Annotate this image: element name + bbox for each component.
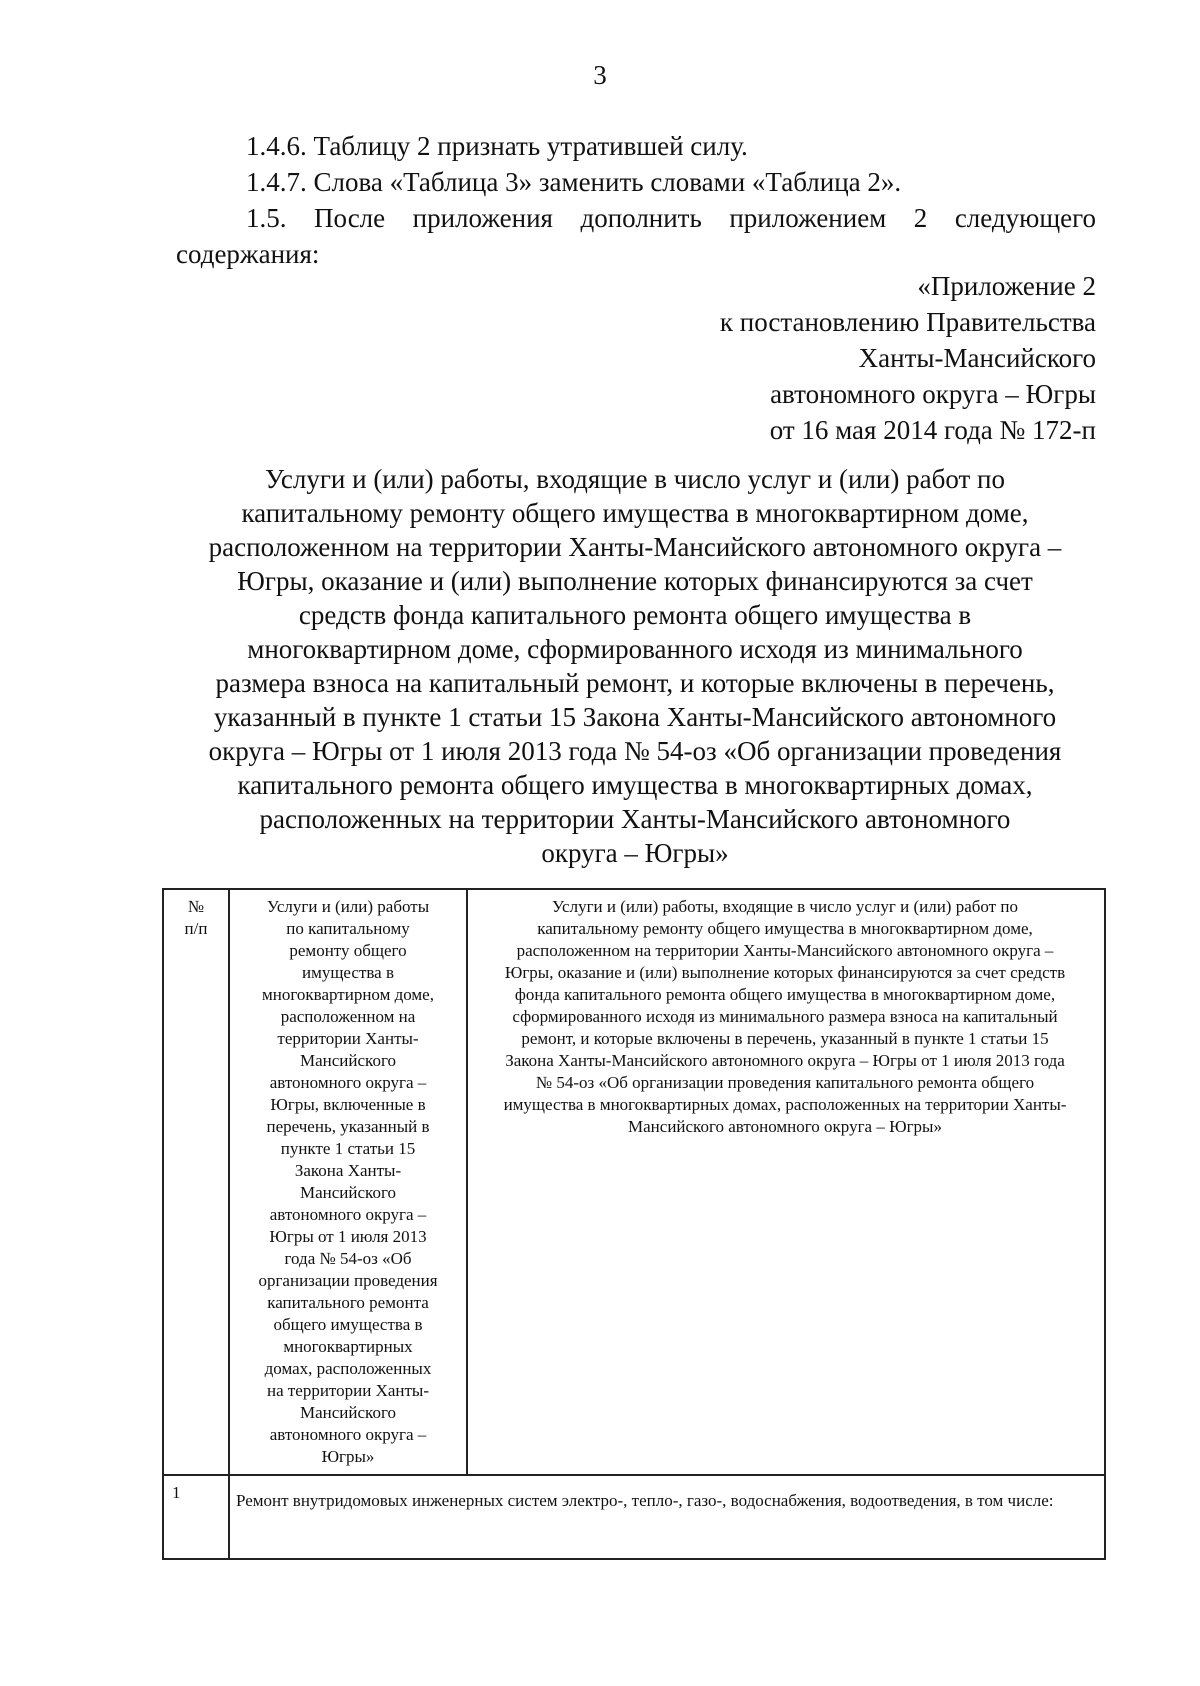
- header-services-line: Мансийского: [300, 1051, 396, 1070]
- title-line: округа – Югры от 1 июля 2013 года № 54-оз «Об организации проведения: [208, 736, 1062, 766]
- title-line: Югры, оказание и (или) выполнение которых финансируются за счет: [237, 566, 1033, 596]
- title-line: капитального ремонта общего имущества в многоквартирных домах,: [237, 770, 1033, 800]
- header-services-line: капитального ремонта: [267, 1293, 429, 1312]
- header-services-line: многоквартирном доме,: [262, 985, 434, 1004]
- header-services-line: Югры»: [321, 1447, 375, 1466]
- header-services-line: по капитальному: [286, 919, 410, 938]
- header-services-line: пункте 1 статьи 15: [280, 1139, 416, 1158]
- row-number-cell: 1: [163, 1475, 229, 1559]
- header-services-line: Мансийского: [300, 1403, 396, 1422]
- header-description-cell: [467, 889, 1105, 1475]
- paragraph-1-4-7: 1.4.7. Слова «Таблица 3» заменить словами «Таблица 2».: [246, 167, 902, 197]
- header-services-line: автономного округа –: [269, 1073, 427, 1092]
- appendix-line: автономного округа – Югры: [770, 379, 1096, 409]
- paragraph-1-5: 1.5. После приложения дополнить приложением 2 следующего содержания:: [176, 203, 1096, 269]
- appendix-line: от 16 мая 2014 года № 172-п: [769, 415, 1096, 445]
- header-number-pp: п/п: [184, 919, 208, 938]
- header-services-line: Услуги и (или) работы: [266, 897, 430, 916]
- header-services-line: перечень, указанный в: [266, 1117, 430, 1136]
- header-services-line: расположенном на: [280, 1007, 416, 1026]
- header-description-line: расположенном на территории Ханты-Мансийского автономного округа –: [516, 941, 1054, 960]
- title-line: округа – Югры»: [541, 838, 729, 868]
- header-services-line: домах, расположенных: [264, 1359, 432, 1378]
- header-services-line: Мансийского: [300, 1183, 396, 1202]
- header-description-line: № 54-оз «Об организации проведения капитального ремонта общего: [535, 1073, 1035, 1092]
- header-services-line: общего имущества в: [273, 1315, 423, 1334]
- header-services-cell: [229, 889, 467, 1475]
- title-line: расположенных на территории Ханты-Мансийского автономного: [259, 804, 1011, 834]
- appendix-line: «Приложение 2: [917, 271, 1096, 301]
- services-table: [162, 888, 1106, 1560]
- title-line: размера взноса на капитальный ремонт, и которые включены в перечень,: [215, 668, 1055, 698]
- header-description-line: Услуги и (или) работы, входящие в число услуг и (или) работ по: [552, 897, 1018, 916]
- table-row: [163, 1475, 1105, 1559]
- table-header-row: [163, 889, 1105, 1475]
- header-services-line: Югры от 1 июля 2013: [269, 1227, 427, 1246]
- header-services-line: многоквартирных: [283, 1337, 413, 1356]
- title-line: расположенном на территории Ханты-Мансийского автономного округа –: [208, 532, 1062, 562]
- header-services-line: на территории Ханты-: [266, 1381, 430, 1400]
- header-number-cell: [163, 889, 229, 1475]
- header-description-line: ремонт, и которые включены в перечень, указанный в пункте 1 статьи 15: [521, 1029, 1049, 1048]
- header-description-line: сформированного исходя из минимального размера взноса на капитальный: [512, 1007, 1058, 1026]
- page-number: 3: [593, 60, 607, 90]
- header-services-line: имущества в: [301, 963, 394, 982]
- header-description-line: Югры, оказание и (или) выполнение которых финансируются за счет средств: [504, 963, 1066, 982]
- title-line: Услуги и (или) работы, входящие в число услуг и (или) работ по: [265, 464, 1005, 494]
- header-description-line: Мансийского автономного округа – Югры»: [628, 1117, 942, 1136]
- row-description-cell: Ремонт внутридомовых инженерных систем электро-, тепло-, газо-, водоснабжения, водоотведения, в том числе:: [229, 1475, 1105, 1559]
- title-line: указанный в пункте 1 статьи 15 Закона Ханты-Мансийского автономного: [213, 702, 1057, 732]
- title-line: многоквартирном доме, сформированного исходя из минимального: [247, 634, 1023, 664]
- header-services-line: территории Ханты-: [277, 1029, 419, 1048]
- header-services-line: автономного округа –: [269, 1425, 427, 1444]
- header-description-line: капитальному ремонту общего имущества в многоквартирном доме,: [537, 919, 1033, 938]
- title-line: средств фонда капитального ремонта общего имущества в: [298, 600, 972, 630]
- header-services-line: ремонту общего: [289, 941, 407, 960]
- header-services-line: Закона Ханты-: [294, 1161, 402, 1180]
- header-services-line: года № 54-оз «Об: [284, 1249, 412, 1268]
- appendix-line: к постановлению Правительства: [719, 307, 1096, 337]
- appendix-note: [720, 268, 1096, 448]
- header-services-line: организации проведения: [258, 1271, 438, 1290]
- paragraph-1-4-6: 1.4.6. Таблицу 2 признать утратившей силу.: [246, 131, 748, 161]
- title-line: капитальному ремонту общего имущества в многоквартирном доме,: [241, 498, 1029, 528]
- header-services-line: автономного округа –: [269, 1205, 427, 1224]
- header-number-sign: №: [187, 897, 205, 916]
- document-title: [170, 462, 1100, 870]
- header-services-line: Югры, включенные в: [270, 1095, 426, 1114]
- appendix-line: Ханты-Мансийского: [858, 343, 1096, 373]
- header-description-line: Закона Ханты-Мансийского автономного округа – Югры от 1 июля 2013 года: [505, 1051, 1065, 1070]
- header-description-line: имущества в многоквартирных домах, расположенных на территории Ханты-: [503, 1095, 1067, 1114]
- header-description-line: фонда капитального ремонта общего имущества в многоквартирном доме,: [514, 985, 1056, 1004]
